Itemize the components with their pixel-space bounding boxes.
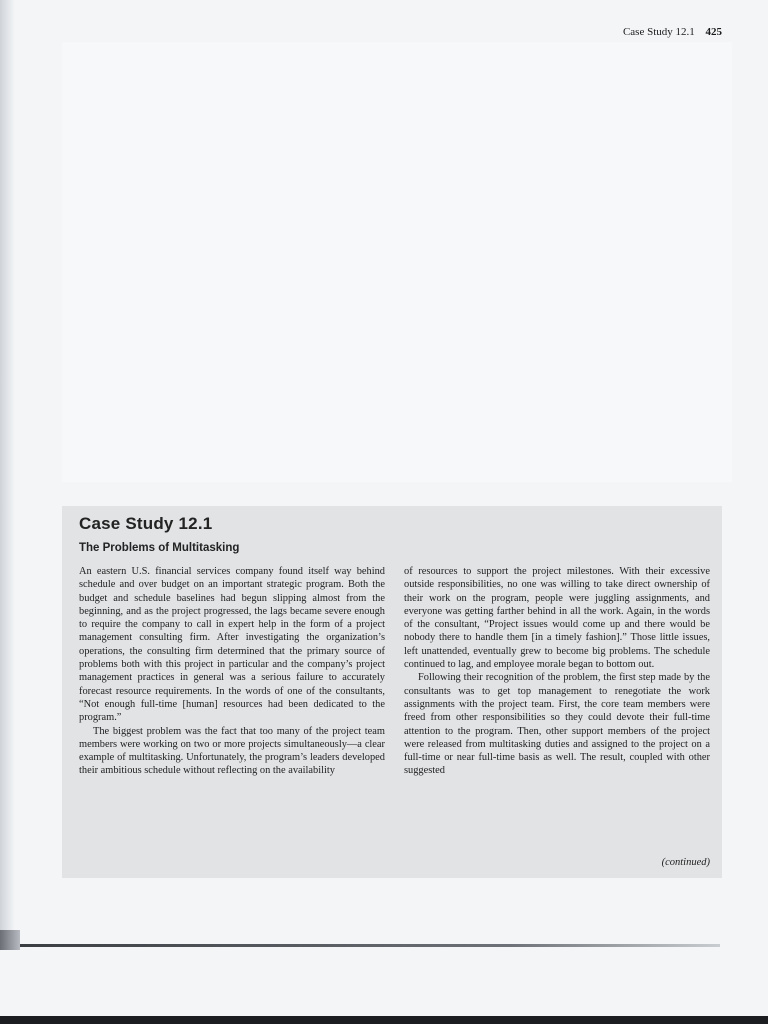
case-study-title: Case Study 12.1 [79, 514, 213, 533]
binding-edge [0, 930, 20, 950]
right-column [404, 565, 710, 778]
continued-note: (continued) [661, 857, 710, 868]
case-study-subtitle: The Problems of Multitasking [79, 542, 240, 554]
scanner-bottom-band [0, 1016, 768, 1024]
running-head [623, 26, 722, 38]
left-column [79, 565, 385, 778]
page-number: 425 [705, 26, 722, 38]
bottom-rule [20, 944, 720, 947]
paragraph: of resources to support the project milestones. With their excessive outside responsibilities, no one was willing to take direct ownership of their work on the program, people were juggling assignments, and everyone was getting farther behind in all the work. Again, in the words of the consultant, “Project issues would come up and there would be nobody there to handle them [in a timely fashion].” Those little issues, left unattended, eventually grew to become big problems. The schedule continued to lag, and employee morale began to bottom out. [404, 566, 710, 671]
scan-edge-shadow [0, 0, 14, 950]
running-head-section: Case Study 12.1 [622, 26, 695, 38]
paragraph: An eastern U.S. financial services company found itself way behind schedule and over budget on an important strategic program. Both the budget and schedule baselines had begun slipping almost from the beginning, and as the project progressed, the lags became severe enough to require the company to call in expert help in the form of a project management consulting firm. After investigating the organization’s operations, the consulting firm determined that the primary source of problems both with this project in particular and the company’s project management practices in general was a serious failure to accurately forecast resource requirements. In the words of one of the consultants, “Not enough full-time [human] resources had been dedicated to the program.” [79, 566, 385, 724]
paragraph: The biggest problem was the fact that too many of the project team members were working on two or more projects simultaneously—a clear example of multitasking. Unfortunately, the program’s leaders developed their ambitious schedule without reflecting on the availability [79, 725, 385, 777]
blank-figure-area [62, 42, 732, 482]
paragraph: Following their recognition of the problem, the first step made by the consultants was to get top management to renegotiate the work assignments with the project team. First, the core team members were freed from other responsibilities so they could devote their full-time attention to the program. Then, other support members of the project were released from multitasking duties and assigned to the project on a full-time or near full-time basis as well. The result, coupled with other suggested [404, 672, 710, 777]
